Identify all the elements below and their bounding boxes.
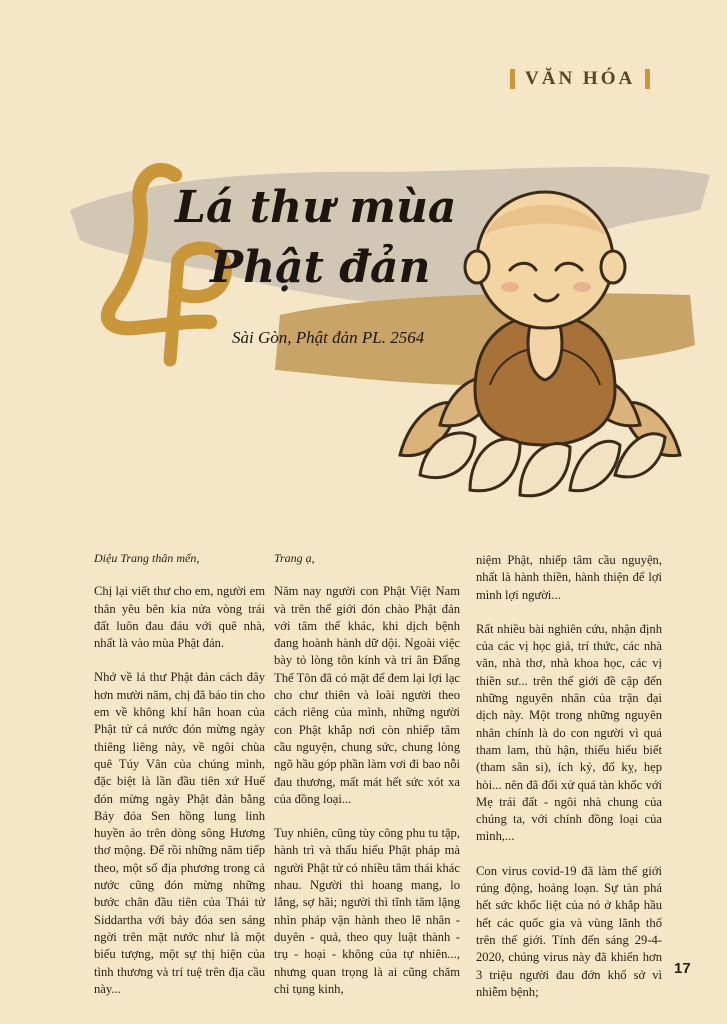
paragraph: Tuy nhiên, cũng tùy công phu tu tập, hành trì và thấu hiểu Phật pháp mà người Phật tử có nhiều tâm thái khác nhau. Người thì hoang mang, lo lắng, sợ hãi; người thì tĩnh tâm lặng nhìn pháp vận hành theo lẽ nhân - duyên - quả, theo quy luật thành - trụ - hoại - không của tự nhiên..., nhưng quan trọng là ai cũng chăm chỉ tụng kinh, [274,826,460,996]
column-3 [476,552,662,1018]
column-2 [274,550,460,1015]
left-bar [510,69,515,89]
column-1 [94,550,265,1015]
paragraph: niệm Phật, nhiếp tâm cầu nguyện, nhất là hành thiền, hành thiện để lợi mình lợi người... [476,553,662,602]
paragraph: Chị lại viết thư cho em, người em thân yêu bên kia nửa vòng trái đất luôn đau đáu với quê nhà, nhất là vào mùa Phật đản. [94,584,265,651]
baby-monk-on-lotus-icon [380,175,700,525]
title-line-2: Phật đản [210,242,431,293]
title-line-1: Lá thư mùa [175,182,457,233]
section-label: VĂN HÓA [525,68,636,89]
paragraph: Con virus covid-19 đã làm thế giới rúng động, hoảng loạn. Sự tàn phá hết sức khốc liệt của nó ở khắp hầu hết các quốc gia và vùng lãnh thổ trên thế giới. Tính đến sáng 29-4-2020, chúng virus này đã khiến hơn 3 triệu người đau đớn khổ sở vì nhiễm bệnh; [476,863,662,999]
subtitle: Sài Gòn, Phật đản PL. 2564 [232,328,425,347]
greeting: Diệu Trang thân mến, [94,551,200,565]
paragraph: Nhớ về lá thư Phật đản cách đây hơn mười năm, chị đã báo tin cho em về không khí hân hoan của Phật tử cả nước đón mừng ngày thiêng liêng này, về ngôi chùa quê Túy Vân của chúng mình, đặc biệt là lần đầu tiên xứ Huế đón mừng ngày Phật đản bằng Bảy đóa Sen hồng lung linh huyền ảo trên dòng sông Hương thơ mộng. Để rồi những năm tiếp theo, một số địa phương trong cả nước cũng đón mừng những bước chân đầu tiên của Thái tử Siddartha với bảy đóa sen sáng ngời trên mặt nước như là một biểu tượng, một sự thị hiện của tình thương và trí tuệ trên địa cầu này... [94,670,265,996]
paragraph: Năm nay người con Phật Việt Nam và trên thế giới đón chào Phật đản với tâm thế khác, khi dịch bệnh đang hoành hành dữ dội. Ngoài việc bày tỏ lòng tôn kính và tri ân Đấng Thế Tôn đã có mặt để đem lại lợi lạc cho chư thiên và loài người theo cách riêng của mình, những người con Phật khắp nơi còn nhiếp tâm cầu nguyện, chung sức, chung lòng ngõ hầu góp phần làm vơi đi bao nỗi đau thương, mất mát hết sức xót xa của đồng loại... [274,584,460,806]
greeting: Trang ạ, [274,551,315,565]
section-tag [510,66,668,92]
page-number: 17 [674,960,691,977]
paragraph: Rất nhiều bài nghiên cứu, nhận định của các vị học giả, trí thức, các nhà văn, nhà thơ, nhà khoa học, các vị thiền sư... trên thế giới đề cập đến những nguyên nhân của trận đại dịch này. Một trong những nguyên nhân chính là do con người vì quá tham lam, thù hận, thiếu hiểu biết (tham sân si), ích kỷ, đố kỵ, hẹp hòi... nên đã đối xử quá tàn khốc với Mẹ trái đất - ngôi nhà chung của chúng ta, với chính đồng loại của mình,... [476,621,662,844]
right-bar [645,69,650,89]
